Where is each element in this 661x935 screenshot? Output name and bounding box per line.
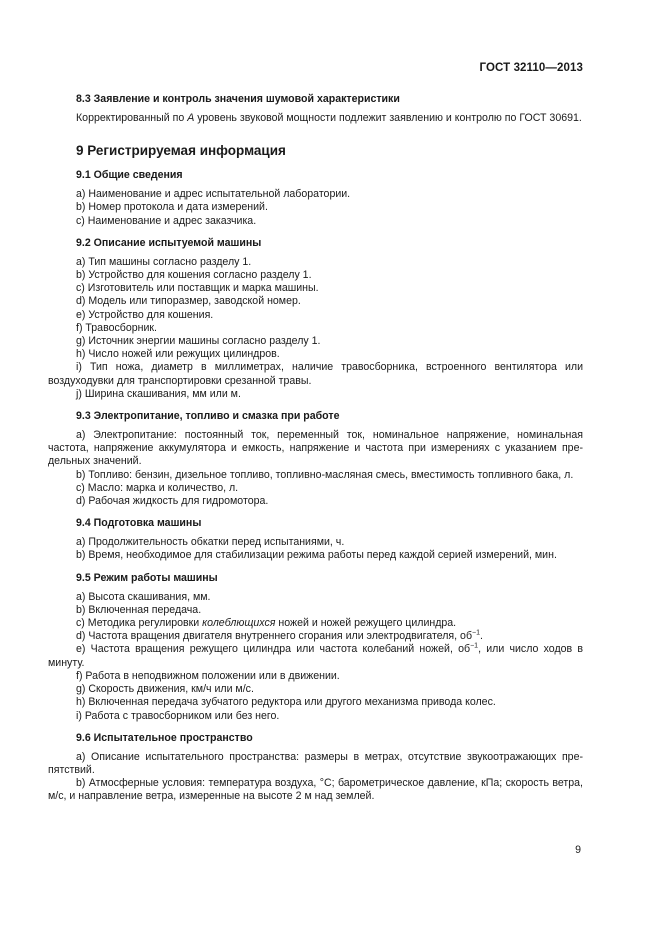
list-item bbox=[48, 617, 583, 630]
list-item: e) Устройство для кошения. bbox=[76, 308, 214, 321]
section-9-5-list bbox=[48, 591, 583, 723]
section-9-4-list bbox=[48, 536, 583, 562]
section-9-1-list bbox=[48, 188, 583, 228]
list-item: b) Время, необходимое для стабилизации режима работы перед каждой серией измерений, мин. bbox=[76, 549, 557, 562]
section-9-1-title: 9.1 Общие сведения bbox=[76, 169, 183, 182]
section-9-5-title: 9.5 Режим работы машины bbox=[76, 571, 218, 584]
section-9-title: 9 Регистрируемая информация bbox=[76, 143, 286, 159]
section-9-6-list bbox=[48, 751, 583, 804]
item-d-sup: −1 bbox=[472, 629, 480, 637]
section-8-3-title: 8.3 Заявление и контроль значения шумовой характеристики bbox=[76, 93, 400, 105]
list-item: i) Тип ножа, диаметр в миллиметрах, наличие травосборника, встроенного вентилятора или воздуходувки для транспортировки срезанной травы. bbox=[48, 361, 583, 387]
list-item: j) Ширина скашивания, мм или м. bbox=[76, 387, 241, 400]
item-e-text: e) Частота вращения режущего цилиндра или частота колебаний ножей, об bbox=[76, 643, 471, 656]
list-item: a) Электропитание: постоянный ток, переменный ток, номинальное напряжение, номинальная частота, напряжение аккумулятора и емкость, напряжение и частота при измерениях с указанием предельных значений. bbox=[48, 429, 583, 468]
list-item: c) Масло: марка и количество, л. bbox=[76, 481, 239, 494]
list-item: a) Описание испытательного пространства: размеры в метрах, отсутствие звукоотражающих препятствий. bbox=[48, 750, 583, 776]
list-item: f) Работа в неподвижном положении или в движении. bbox=[76, 669, 340, 682]
list-item: i) Работа с травосборником или без него. bbox=[76, 709, 280, 722]
list-item bbox=[48, 630, 583, 643]
item-e-end: , или число ходов в минуту. bbox=[48, 643, 583, 669]
list-item: b) Атмосферные условия: температура воздуха, °С; барометрическое давление, кПа; скорость ветра, м/с, и направление ветра, измеренные на высоте 2 м над землей. bbox=[48, 777, 583, 803]
document-code: ГОСТ 32110—2013 bbox=[479, 62, 583, 74]
list-item: d) Модель или типоразмер, заводской номер. bbox=[76, 295, 301, 308]
item-c-after: ножей и ножей режущего цилиндра. bbox=[275, 617, 457, 630]
page-content bbox=[48, 92, 583, 804]
section-9-6-title: 9.6 Испытательное пространство bbox=[76, 731, 253, 744]
list-item: a) Высота скашивания, мм. bbox=[76, 590, 211, 603]
list-item: b) Включенная передача. bbox=[76, 603, 202, 616]
s83-text-italic: А bbox=[187, 112, 195, 124]
list-item: a) Наименование и адрес испытательной лаборатории. bbox=[76, 188, 351, 201]
list-item: c) Наименование и адрес заказчика. bbox=[76, 214, 257, 227]
item-c-italic: колеблющихся bbox=[202, 617, 276, 630]
section-8-3-text bbox=[48, 112, 583, 125]
list-item: a) Тип машины согласно разделу 1. bbox=[76, 255, 252, 268]
item-c-before: c) Методика регулировки bbox=[76, 617, 203, 630]
page-number: 9 bbox=[575, 844, 581, 856]
list-item bbox=[48, 643, 583, 669]
section-9-4-title: 9.4 Подготовка машины bbox=[76, 517, 202, 530]
list-item: h) Число ножей или режущих цилиндров. bbox=[76, 348, 280, 361]
list-item: d) Рабочая жидкость для гидромотора. bbox=[76, 495, 269, 508]
list-item: g) Источник энергии машины согласно разделу 1. bbox=[76, 335, 321, 348]
list-item: g) Скорость движения, км/ч или м/с. bbox=[76, 683, 254, 696]
item-d-text: d) Частота вращения двигателя внутреннего сгорания или электродвигателя, об bbox=[76, 630, 473, 643]
s83-text-before: Корректированный по bbox=[76, 112, 188, 124]
section-9-2-title: 9.2 Описание испытуемой машины bbox=[76, 236, 262, 249]
s83-text-after: уровень звуковой мощности подлежит заявлению и контролю по ГОСТ 30691. bbox=[194, 112, 582, 124]
list-item: h) Включенная передача зубчатого редуктора или другого механизма привода колес. bbox=[76, 696, 496, 709]
list-item: c) Изготовитель или поставщик и марка машины. bbox=[76, 282, 319, 295]
item-d-end: . bbox=[480, 630, 483, 643]
section-9-3-list bbox=[48, 429, 583, 508]
list-item: b) Устройство для кошения согласно разделу 1. bbox=[76, 269, 312, 282]
section-9-3-title: 9.3 Электропитание, топливо и смазка при работе bbox=[76, 410, 340, 423]
list-item: b) Номер протокола и дата измерений. bbox=[76, 201, 268, 214]
list-item: b) Топливо: бензин, дизельное топливо, топливно-масляная смесь, вместимость топливного бака, л. bbox=[76, 468, 574, 481]
item-e-sup: −1 bbox=[470, 642, 479, 650]
section-9-2-list bbox=[48, 256, 583, 401]
list-item: a) Продолжительность обкатки перед испытаниями, ч. bbox=[76, 536, 345, 549]
list-item: f) Травосборник. bbox=[76, 321, 157, 334]
